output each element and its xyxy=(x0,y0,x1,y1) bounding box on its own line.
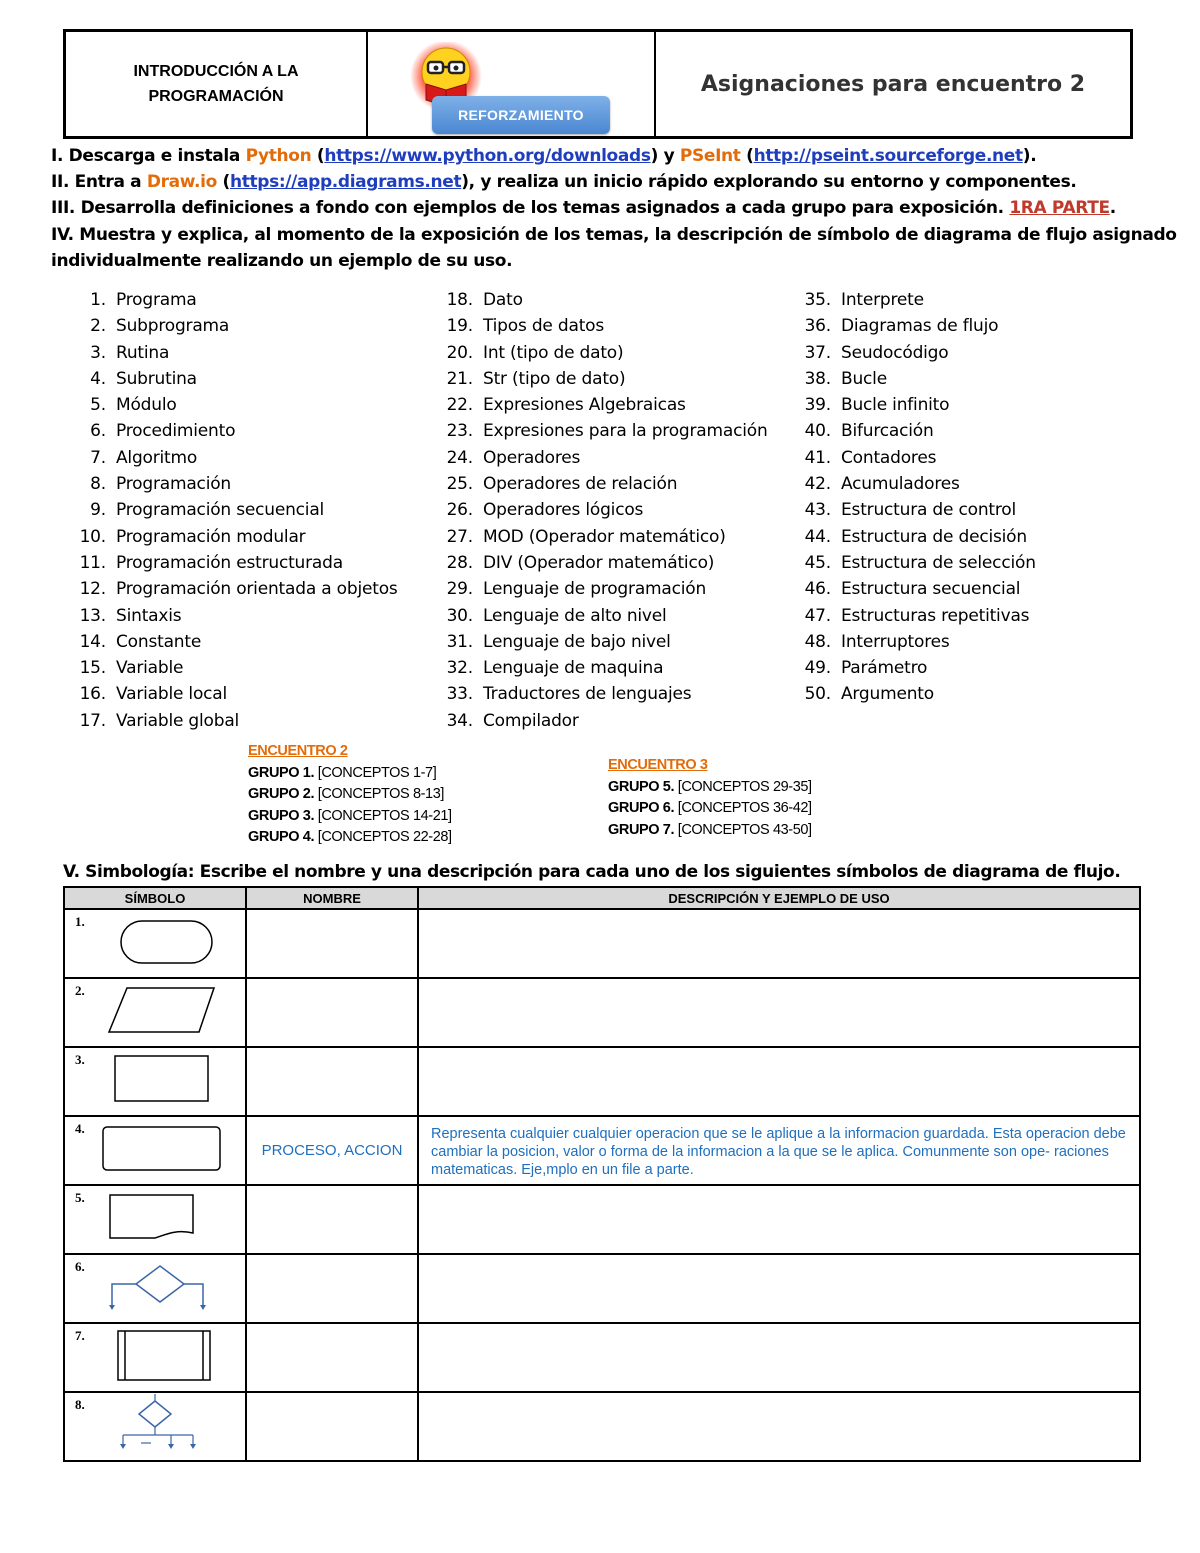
symbol-cell xyxy=(64,1323,246,1392)
concept-item xyxy=(781,471,1036,497)
concept-item xyxy=(423,392,768,418)
concept-number: 5. xyxy=(90,395,106,416)
concept-label: Programación secuencial xyxy=(116,500,325,521)
concept-label: Lenguaje de bajo nivel xyxy=(483,631,671,652)
concept-label: Expresiones para la programación xyxy=(483,421,768,442)
concept-number: 20. xyxy=(446,342,473,363)
concept-number: 10. xyxy=(79,526,106,547)
row-number: 8. xyxy=(75,1397,85,1412)
row-number: 1. xyxy=(75,914,85,929)
concept-label: Bucle infinito xyxy=(841,395,950,416)
concept-label: Diagramas de flujo xyxy=(841,316,999,337)
concept-label: Constante xyxy=(116,631,202,652)
concept-item xyxy=(781,576,1036,602)
concept-number: 18. xyxy=(446,290,473,310)
symbol-description-field[interactable] xyxy=(418,978,1140,1047)
group-row: GRUPO 7. [CONCEPTOS 43-50] xyxy=(608,821,812,838)
concept-item xyxy=(781,366,1036,392)
python-link[interactable]: https://www.python.org/downloads xyxy=(324,146,651,166)
concept-label: Programa xyxy=(116,290,197,310)
symbol-name-field[interactable] xyxy=(246,909,418,978)
concept-number: 34. xyxy=(446,710,473,731)
concept-number: 13. xyxy=(79,605,106,626)
concept-number: 37. xyxy=(804,342,831,363)
python-label: Python xyxy=(245,146,312,166)
concept-label: Int (tipo de dato) xyxy=(483,342,624,363)
symbol-description-field[interactable] xyxy=(418,1392,1140,1461)
concept-label: DIV (Operador matemático) xyxy=(483,552,715,573)
multi-decision-shape xyxy=(65,1393,245,1453)
row-number: 5. xyxy=(75,1190,85,1205)
symbol-cell xyxy=(64,1116,246,1185)
concept-label: Estructura de decisión xyxy=(841,526,1027,547)
concept-label: Lenguaje de alto nivel xyxy=(483,605,667,626)
concept-item xyxy=(423,550,768,576)
concept-item xyxy=(781,340,1036,366)
concept-item xyxy=(54,340,398,366)
concept-item xyxy=(781,681,1036,707)
concept-number: 8. xyxy=(90,474,106,495)
concept-number: 3. xyxy=(90,342,106,363)
concept-item xyxy=(423,708,768,734)
group-row: GRUPO 6. [CONCEPTOS 36-42] xyxy=(608,800,812,816)
concept-number: 36. xyxy=(804,316,831,337)
symbol-cell xyxy=(64,1392,246,1461)
table-row xyxy=(64,1323,1140,1392)
concepts-column-1 xyxy=(54,287,398,734)
concept-item xyxy=(781,418,1036,444)
decision-shape xyxy=(65,1255,245,1315)
concept-label: Programación estructurada xyxy=(116,552,343,573)
concept-label: Variable local xyxy=(116,684,228,705)
concept-label: Expresiones Algebraicas xyxy=(483,395,686,416)
concept-label: Argumento xyxy=(841,684,934,705)
symbols-table xyxy=(63,886,1141,1462)
concept-number: 41. xyxy=(804,447,831,468)
concept-label: Módulo xyxy=(116,395,177,416)
group-row: GRUPO 2. [CONCEPTOS 8-13] xyxy=(248,786,445,802)
concept-number: 6. xyxy=(90,421,106,442)
concept-label: Variable xyxy=(116,658,184,679)
symbol-cell xyxy=(64,978,246,1047)
concept-item xyxy=(54,392,398,418)
concept-label: Estructura secuencial xyxy=(841,579,1021,600)
concept-item xyxy=(423,287,768,313)
concept-number: 12. xyxy=(79,579,106,600)
table-row xyxy=(64,1185,1140,1254)
rectangle-shape xyxy=(65,1048,245,1108)
concept-number: 21. xyxy=(446,368,473,389)
concept-label: Procedimiento xyxy=(116,421,236,442)
concept-item xyxy=(423,418,768,444)
concept-label: Estructuras repetitivas xyxy=(841,605,1030,626)
concept-label: Lenguaje de programación xyxy=(483,579,707,600)
predefined-process-shape xyxy=(65,1324,245,1384)
concept-item xyxy=(423,471,768,497)
symbol-description-field[interactable] xyxy=(418,1185,1140,1254)
concept-number: 25. xyxy=(446,474,473,495)
concept-label: Operadores de relación xyxy=(483,474,678,495)
concept-number: 45. xyxy=(804,552,831,573)
concept-label: MOD (Operador matemático) xyxy=(483,526,726,547)
row-number: 2. xyxy=(75,983,85,998)
instruction-i: I. Descarga e instala Python (https://www.python.org/downloads) y PSeInt (http://pseint.sourceforge.net). xyxy=(51,146,1037,166)
symbol-cell xyxy=(64,1185,246,1254)
concept-label: Traductores de lenguajes xyxy=(483,684,692,705)
symbol-name-field[interactable] xyxy=(246,1254,418,1323)
concept-number: 48. xyxy=(804,631,831,652)
concept-item xyxy=(781,603,1036,629)
symbol-description-field[interactable]: Representa cualquier cualquier operacion que se le aplique a la informacion guardada. Esta operacion debe cambiar la posicion, valor o forma de la informacion a la que se le aplica. Comunmente son ope- raciones matematicas. Eje,mplo en un file a parte. xyxy=(418,1116,1140,1185)
concepts-column-3 xyxy=(781,287,1036,708)
concept-number: 44. xyxy=(804,526,831,547)
parallelogram-shape xyxy=(65,979,245,1039)
concept-label: Algoritmo xyxy=(116,447,198,468)
concept-label: Subrutina xyxy=(116,368,197,389)
table-header-row xyxy=(64,887,1140,909)
concept-item xyxy=(54,287,398,313)
row-number: 7. xyxy=(75,1328,85,1343)
rounded-rectangle-shape xyxy=(65,1117,245,1177)
concept-number: 32. xyxy=(446,658,473,679)
concept-number: 27. xyxy=(446,526,473,547)
row-number: 6. xyxy=(75,1259,85,1274)
concept-label: Str (tipo de dato) xyxy=(483,368,626,389)
concept-number: 31. xyxy=(446,631,473,652)
table-row xyxy=(64,1254,1140,1323)
instruction-iv: IV. Muestra y explica, al momento de la exposición de los temas, la descripción de símbolo de diagrama de flujo asignado individualmente realizando un ejemplo de su uso. xyxy=(51,225,1177,271)
concept-number: 28. xyxy=(446,552,473,573)
header-simbolo: SÍMBOLO xyxy=(64,887,246,909)
concept-number: 22. xyxy=(446,395,473,416)
symbol-name-field[interactable] xyxy=(246,1047,418,1116)
symbol-description-field[interactable] xyxy=(418,1254,1140,1323)
concept-number: 43. xyxy=(804,500,831,521)
group-row: GRUPO 3. [CONCEPTOS 14-21] xyxy=(248,807,452,824)
symbol-name-field[interactable] xyxy=(246,1392,418,1461)
encuentro-2-title: ENCUENTRO 2 xyxy=(248,743,348,759)
concept-label: Seudocódigo xyxy=(841,342,949,363)
concept-label: Bucle xyxy=(841,368,887,389)
concept-number: 29. xyxy=(446,579,473,600)
concept-number: 19. xyxy=(446,316,473,337)
header-box xyxy=(63,29,1133,139)
concept-item xyxy=(423,366,768,392)
symbol-name-field[interactable]: PROCESO, ACCION xyxy=(246,1116,418,1185)
concept-label: Interprete xyxy=(841,290,924,310)
table-row xyxy=(64,1047,1140,1116)
concept-item xyxy=(54,681,398,707)
concept-label: Operadores lógicos xyxy=(483,500,644,521)
concept-number: 40. xyxy=(804,421,831,442)
concept-number: 49. xyxy=(804,658,831,679)
concept-label: Parámetro xyxy=(841,658,928,679)
concept-item xyxy=(54,445,398,471)
concept-label: Subprograma xyxy=(116,316,230,337)
concept-item xyxy=(54,576,398,602)
logo-cell xyxy=(368,32,656,136)
concept-item xyxy=(54,603,398,629)
concept-item xyxy=(423,340,768,366)
concept-label: Tipos de datos xyxy=(483,316,605,337)
table-row xyxy=(64,1392,1140,1461)
concept-label: Estructura de selección xyxy=(841,552,1036,573)
symbol-name-field[interactable] xyxy=(246,1185,418,1254)
concept-item xyxy=(423,681,768,707)
concept-item xyxy=(781,497,1036,523)
concept-label: Interruptores xyxy=(841,631,950,652)
group-row: GRUPO 5. [CONCEPTOS 29-35] xyxy=(608,778,812,795)
concept-item xyxy=(423,497,768,523)
concept-number: 39. xyxy=(804,395,831,416)
reforzamiento-badge: REFORZAMIENTO xyxy=(432,96,610,134)
concept-number: 38. xyxy=(804,368,831,389)
group-row: GRUPO 1. [CONCEPTOS 1-7] xyxy=(248,764,437,781)
concept-number: 23. xyxy=(446,421,473,442)
concept-number: 47. xyxy=(804,605,831,626)
concepts-column-2 xyxy=(423,287,768,734)
concept-number: 30. xyxy=(446,605,473,626)
row-number: 3. xyxy=(75,1052,85,1067)
symbol-description-field[interactable] xyxy=(418,1047,1140,1116)
concept-number: 46. xyxy=(804,579,831,600)
concept-label: Programación orientada a objetos xyxy=(116,579,398,600)
concept-number: 2. xyxy=(90,316,106,337)
concept-number: 26. xyxy=(446,500,473,521)
symbol-name-field[interactable] xyxy=(246,978,418,1047)
concept-item xyxy=(54,629,398,655)
concept-item xyxy=(54,497,398,523)
concept-item xyxy=(781,445,1036,471)
parte-label: 1RA PARTE xyxy=(1009,198,1110,218)
concept-label: Dato xyxy=(483,290,523,310)
pseint-label: PSeInt xyxy=(679,146,741,166)
symbol-cell xyxy=(64,909,246,978)
course-title: INTRODUCCIÓN A LA PROGRAMACIÓN xyxy=(66,32,368,136)
concept-item xyxy=(423,524,768,550)
concept-item xyxy=(54,655,398,681)
concept-number: 17. xyxy=(79,710,106,731)
concept-item xyxy=(781,655,1036,681)
drawio-link[interactable]: https://app.diagrams.net xyxy=(229,172,462,192)
concept-label: Compilador xyxy=(483,710,579,731)
concept-item xyxy=(54,366,398,392)
concept-item xyxy=(423,603,768,629)
concept-item xyxy=(54,313,398,339)
concept-number: 50. xyxy=(804,684,831,705)
concept-number: 33. xyxy=(446,684,473,705)
concept-number: 14. xyxy=(79,631,106,652)
concept-item xyxy=(423,629,768,655)
concept-item xyxy=(54,418,398,444)
concept-label: Programación modular xyxy=(116,526,306,547)
concept-number: 7. xyxy=(90,447,106,468)
concept-number: 16. xyxy=(79,684,106,705)
concept-number: 11. xyxy=(79,552,106,573)
row-number: 4. xyxy=(75,1121,85,1136)
encuentro-3-groups xyxy=(608,755,812,841)
concept-item xyxy=(781,392,1036,418)
concept-item xyxy=(423,655,768,681)
concept-item xyxy=(781,550,1036,576)
drawio-label: Draw.io xyxy=(146,172,217,192)
header-descripcion: DESCRIPCIÓN Y EJEMPLO DE USO xyxy=(418,887,1140,909)
table-row xyxy=(64,1116,1140,1185)
symbol-name-field[interactable] xyxy=(246,1323,418,1392)
concept-number: 4. xyxy=(90,368,106,389)
concept-number: 15. xyxy=(79,658,106,679)
concept-label: Programación xyxy=(116,474,231,495)
concept-label: Operadores xyxy=(483,447,581,468)
concept-item xyxy=(54,471,398,497)
document-shape xyxy=(65,1186,245,1246)
concept-item xyxy=(54,524,398,550)
header-nombre: NOMBRE xyxy=(246,887,418,909)
concept-item xyxy=(423,445,768,471)
concept-item xyxy=(54,550,398,576)
symbol-cell xyxy=(64,1254,246,1323)
concept-label: Contadores xyxy=(841,447,937,468)
concept-item xyxy=(54,708,398,734)
concept-item xyxy=(781,313,1036,339)
concept-item xyxy=(781,287,1036,313)
section-v-heading: V. Simbología: Escribe el nombre y una descripción para cada uno de los siguientes símbolos de diagrama de flujo. xyxy=(63,862,1121,882)
instruction-ii: II. Entra a Draw.io (https://app.diagrams.net), y realiza un inicio rápido explorando su entorno y componentes. xyxy=(51,172,1077,192)
concept-label: Estructura de control xyxy=(841,500,1017,521)
concept-item xyxy=(423,313,768,339)
instruction-iii: III. Desarrolla definiciones a fondo con ejemplos de los temas asignados a cada grupo para exposición. 1RA PARTE. xyxy=(51,198,1116,218)
symbol-cell xyxy=(64,1047,246,1116)
concept-label: Rutina xyxy=(116,342,170,363)
concept-label: Variable global xyxy=(116,710,240,731)
concept-label: Bifurcación xyxy=(841,421,934,442)
concept-item xyxy=(781,629,1036,655)
encuentro-2-groups xyxy=(248,741,452,849)
concept-label: Acumuladores xyxy=(841,474,960,495)
group-row: GRUPO 4. [CONCEPTOS 22-28] xyxy=(248,829,452,845)
concept-number: 42. xyxy=(804,474,831,495)
page-title: Asignaciones para encuentro 2 xyxy=(700,71,1086,97)
concept-item xyxy=(423,576,768,602)
concept-number: 9. xyxy=(90,500,106,521)
table-row xyxy=(64,909,1140,978)
encuentro-3-title: ENCUENTRO 3 xyxy=(608,757,708,773)
symbol-description-field[interactable] xyxy=(418,909,1140,978)
concept-label: Lenguaje de maquina xyxy=(483,658,664,679)
pseint-link[interactable]: http://pseint.sourceforge.net xyxy=(753,146,1023,166)
concept-number: 35. xyxy=(804,290,831,310)
symbol-description-field[interactable] xyxy=(418,1323,1140,1392)
concept-number: 24. xyxy=(446,447,473,468)
terminator-shape xyxy=(65,910,245,970)
concept-number: 1. xyxy=(90,290,106,310)
concept-label: Sintaxis xyxy=(116,605,182,626)
concept-item xyxy=(781,524,1036,550)
table-row xyxy=(64,978,1140,1047)
